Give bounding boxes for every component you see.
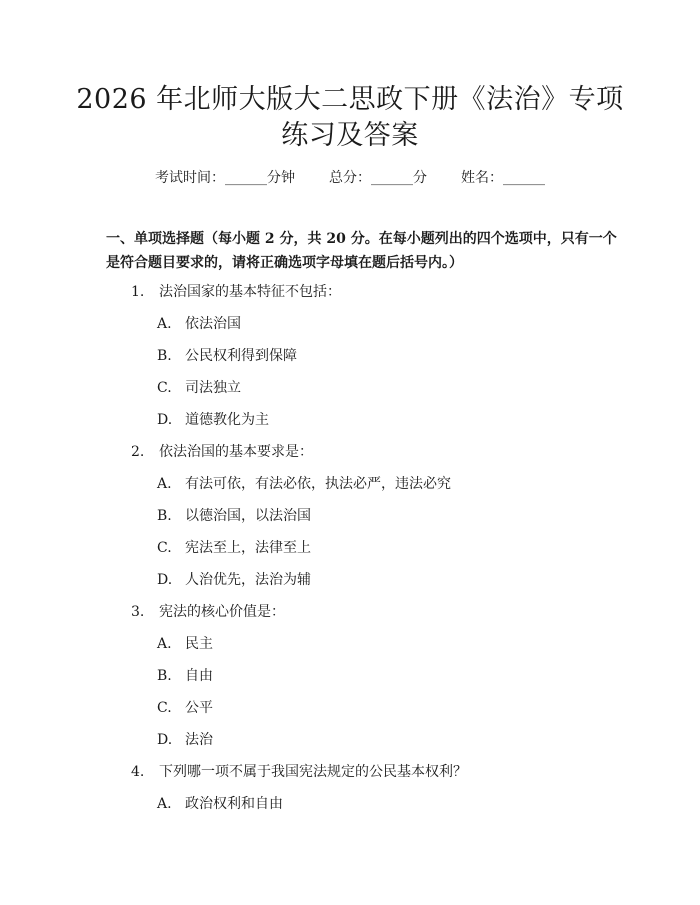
option-text: 依法治国 xyxy=(185,316,241,332)
option-letter: C. xyxy=(157,540,172,556)
question-3-option-a xyxy=(157,634,213,654)
option-letter: C. xyxy=(157,380,172,396)
document-title-line-1: 2026 年北师大版大二思政下册《法治》专项 xyxy=(76,84,624,115)
option-letter: C. xyxy=(157,700,172,716)
question-1-option-b xyxy=(157,346,297,366)
option-text: 司法独立 xyxy=(185,380,241,396)
question-number: 4. xyxy=(131,764,145,780)
exam-info xyxy=(0,168,700,188)
section-heading-line-2: 是符合题目要求的，请将正确选项字母填在题后括号内。） xyxy=(106,255,463,271)
option-text: 法治 xyxy=(185,732,213,748)
question-1-option-a xyxy=(157,314,241,334)
option-text: 自由 xyxy=(185,668,213,684)
document-title-line-2: 练习及答案 xyxy=(281,120,419,151)
question-number: 3. xyxy=(131,604,145,620)
option-text: 以德治国，以法治国 xyxy=(185,508,311,524)
question-3-option-d xyxy=(157,730,213,750)
option-letter: D. xyxy=(157,572,173,588)
question-2 xyxy=(131,442,313,462)
question-number: 1. xyxy=(131,284,145,300)
question-4-option-a xyxy=(157,794,283,814)
exam-time: 考试时间：______分钟 xyxy=(155,170,295,186)
question-3 xyxy=(131,602,285,622)
option-letter: D. xyxy=(157,412,173,428)
question-2-option-a xyxy=(157,474,451,494)
question-3-option-b xyxy=(157,666,213,686)
option-text: 民主 xyxy=(185,636,213,652)
question-2-option-b xyxy=(157,506,311,526)
option-text: 宪法至上，法律至上 xyxy=(185,540,311,556)
question-2-option-d xyxy=(157,570,311,590)
question-1-option-d xyxy=(157,410,269,430)
section-heading-line-1: 一、单项选择题（每小题 2 分，共 20 分。在每小题列出的四个选项中，只有一个 xyxy=(106,231,617,247)
option-text: 人治优先，法治为辅 xyxy=(185,572,311,588)
question-text: 法治国家的基本特征不包括： xyxy=(159,284,341,300)
option-text: 公民权利得到保障 xyxy=(185,348,297,364)
total-score: 总分：______分 xyxy=(329,170,427,186)
question-4 xyxy=(131,762,467,782)
student-name: 姓名：______ xyxy=(461,170,545,186)
option-text: 公平 xyxy=(185,700,213,716)
option-letter: A. xyxy=(157,476,172,492)
question-text: 下列哪一项不属于我国宪法规定的公民基本权利？ xyxy=(159,764,467,780)
option-letter: A. xyxy=(157,316,172,332)
question-text: 依法治国的基本要求是： xyxy=(159,444,313,460)
question-2-option-c xyxy=(157,538,311,558)
option-text: 政治权利和自由 xyxy=(185,796,283,812)
option-text: 有法可依，有法必依，执法必严，违法必究 xyxy=(185,476,451,492)
option-letter: B. xyxy=(157,668,172,684)
option-letter: A. xyxy=(157,636,172,652)
question-number: 2. xyxy=(131,444,145,460)
question-1 xyxy=(131,282,341,302)
question-text: 宪法的核心价值是： xyxy=(159,604,285,620)
option-letter: B. xyxy=(157,508,172,524)
option-letter: A. xyxy=(157,796,172,812)
question-3-option-c xyxy=(157,698,213,718)
option-text: 道德教化为主 xyxy=(185,412,269,428)
question-1-option-c xyxy=(157,378,241,398)
option-letter: D. xyxy=(157,732,173,748)
option-letter: B. xyxy=(157,348,172,364)
